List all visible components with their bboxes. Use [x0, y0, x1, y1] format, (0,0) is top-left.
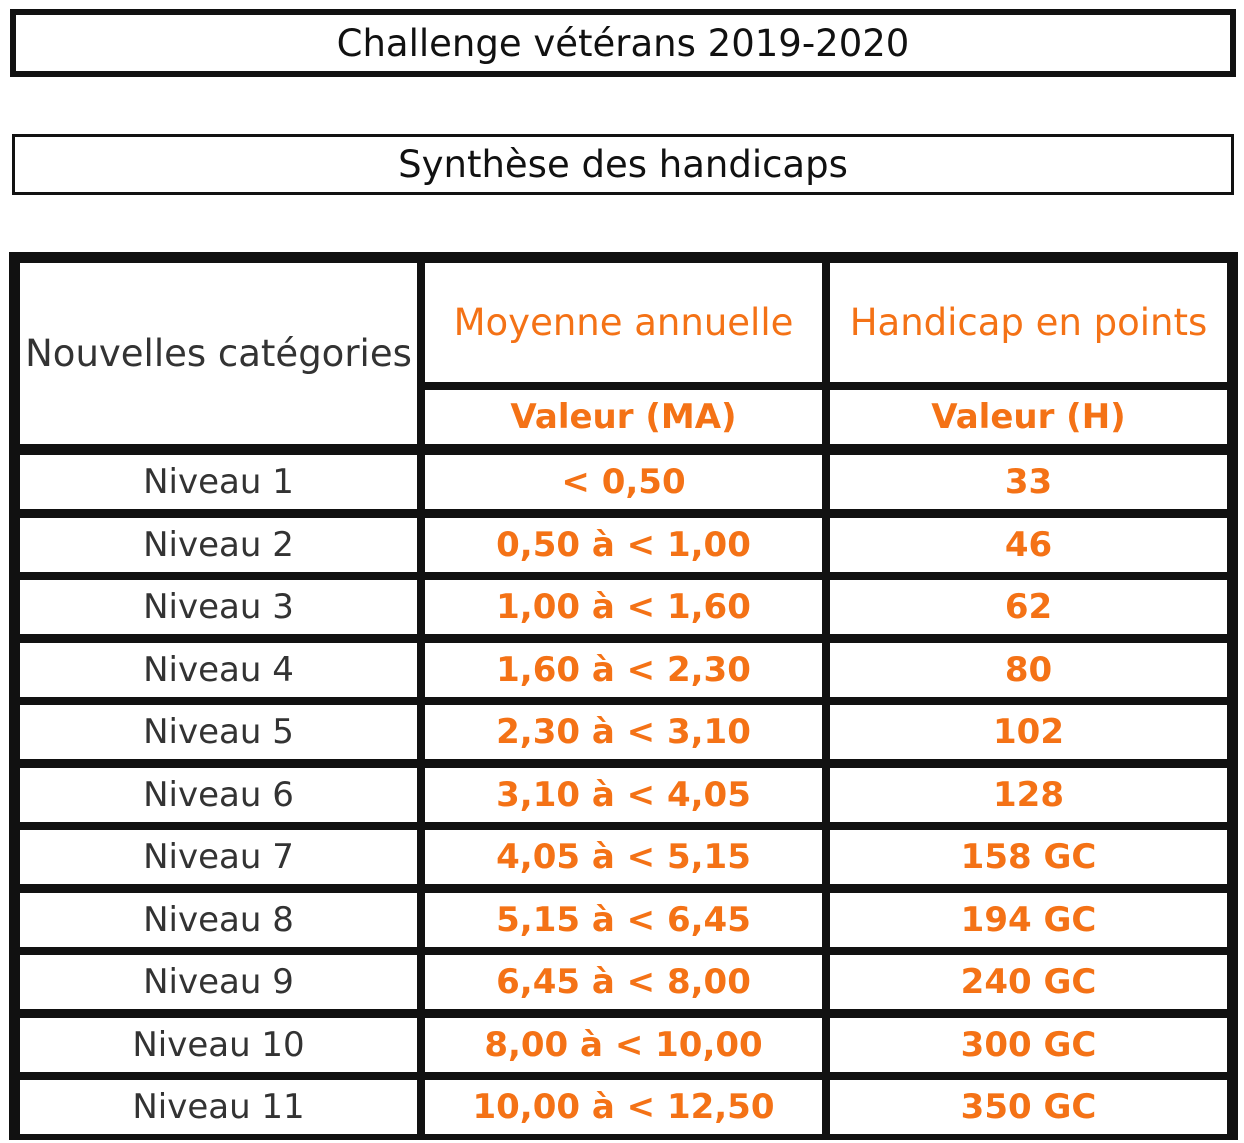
handicap-value-cell: 350 GC — [830, 1080, 1227, 1134]
moyenne-value-cell: 6,45 à < 8,00 — [425, 955, 822, 1009]
moyenne-value-cell: 2,30 à < 3,10 — [425, 705, 822, 759]
header-nouvelles-categories: Nouvelles catégories — [20, 263, 417, 444]
handicap-value-cell: 102 — [830, 705, 1227, 759]
header-moyenne-annuelle: Moyenne annuelle — [425, 263, 822, 382]
moyenne-value-cell: 8,00 à < 10,00 — [425, 1018, 822, 1072]
header-handicap-en-points: Handicap en points — [830, 263, 1227, 382]
header-valeur-ma: Valeur (MA) — [425, 390, 822, 444]
level-cell: Niveau 4 — [20, 643, 417, 697]
page-title: Challenge vétérans 2019-2020 — [10, 9, 1236, 77]
moyenne-value-cell: 5,15 à < 6,45 — [425, 893, 822, 947]
level-cell: Niveau 3 — [20, 580, 417, 634]
moyenne-value-cell: 4,05 à < 5,15 — [425, 830, 822, 884]
moyenne-value-cell: 1,00 à < 1,60 — [425, 580, 822, 634]
handicap-value-cell: 194 GC — [830, 893, 1227, 947]
level-cell: Niveau 7 — [20, 830, 417, 884]
handicap-value-cell: 128 — [830, 768, 1227, 822]
level-cell: Niveau 6 — [20, 768, 417, 822]
page-subtitle: Synthèse des handicaps — [12, 134, 1234, 195]
handicap-value-cell: 46 — [830, 518, 1227, 572]
level-cell: Niveau 8 — [20, 893, 417, 947]
level-cell: Niveau 1 — [20, 455, 417, 509]
handicap-value-cell: 158 GC — [830, 830, 1227, 884]
header-valeur-h: Valeur (H) — [830, 390, 1227, 444]
level-cell: Niveau 5 — [20, 705, 417, 759]
level-cell: Niveau 2 — [20, 518, 417, 572]
handicap-value-cell: 62 — [830, 580, 1227, 634]
handicap-value-cell: 240 GC — [830, 955, 1227, 1009]
handicap-value-cell: 300 GC — [830, 1018, 1227, 1072]
moyenne-value-cell: < 0,50 — [425, 455, 822, 509]
level-cell: Niveau 10 — [20, 1018, 417, 1072]
moyenne-value-cell: 3,10 à < 4,05 — [425, 768, 822, 822]
moyenne-value-cell: 0,50 à < 1,00 — [425, 518, 822, 572]
moyenne-value-cell: 10,00 à < 12,50 — [425, 1080, 822, 1134]
handicap-value-cell: 80 — [830, 643, 1227, 697]
moyenne-value-cell: 1,60 à < 2,30 — [425, 643, 822, 697]
level-cell: Niveau 11 — [20, 1080, 417, 1134]
handicap-table — [9, 252, 1238, 1140]
level-cell: Niveau 9 — [20, 955, 417, 1009]
handicap-value-cell: 33 — [830, 455, 1227, 509]
